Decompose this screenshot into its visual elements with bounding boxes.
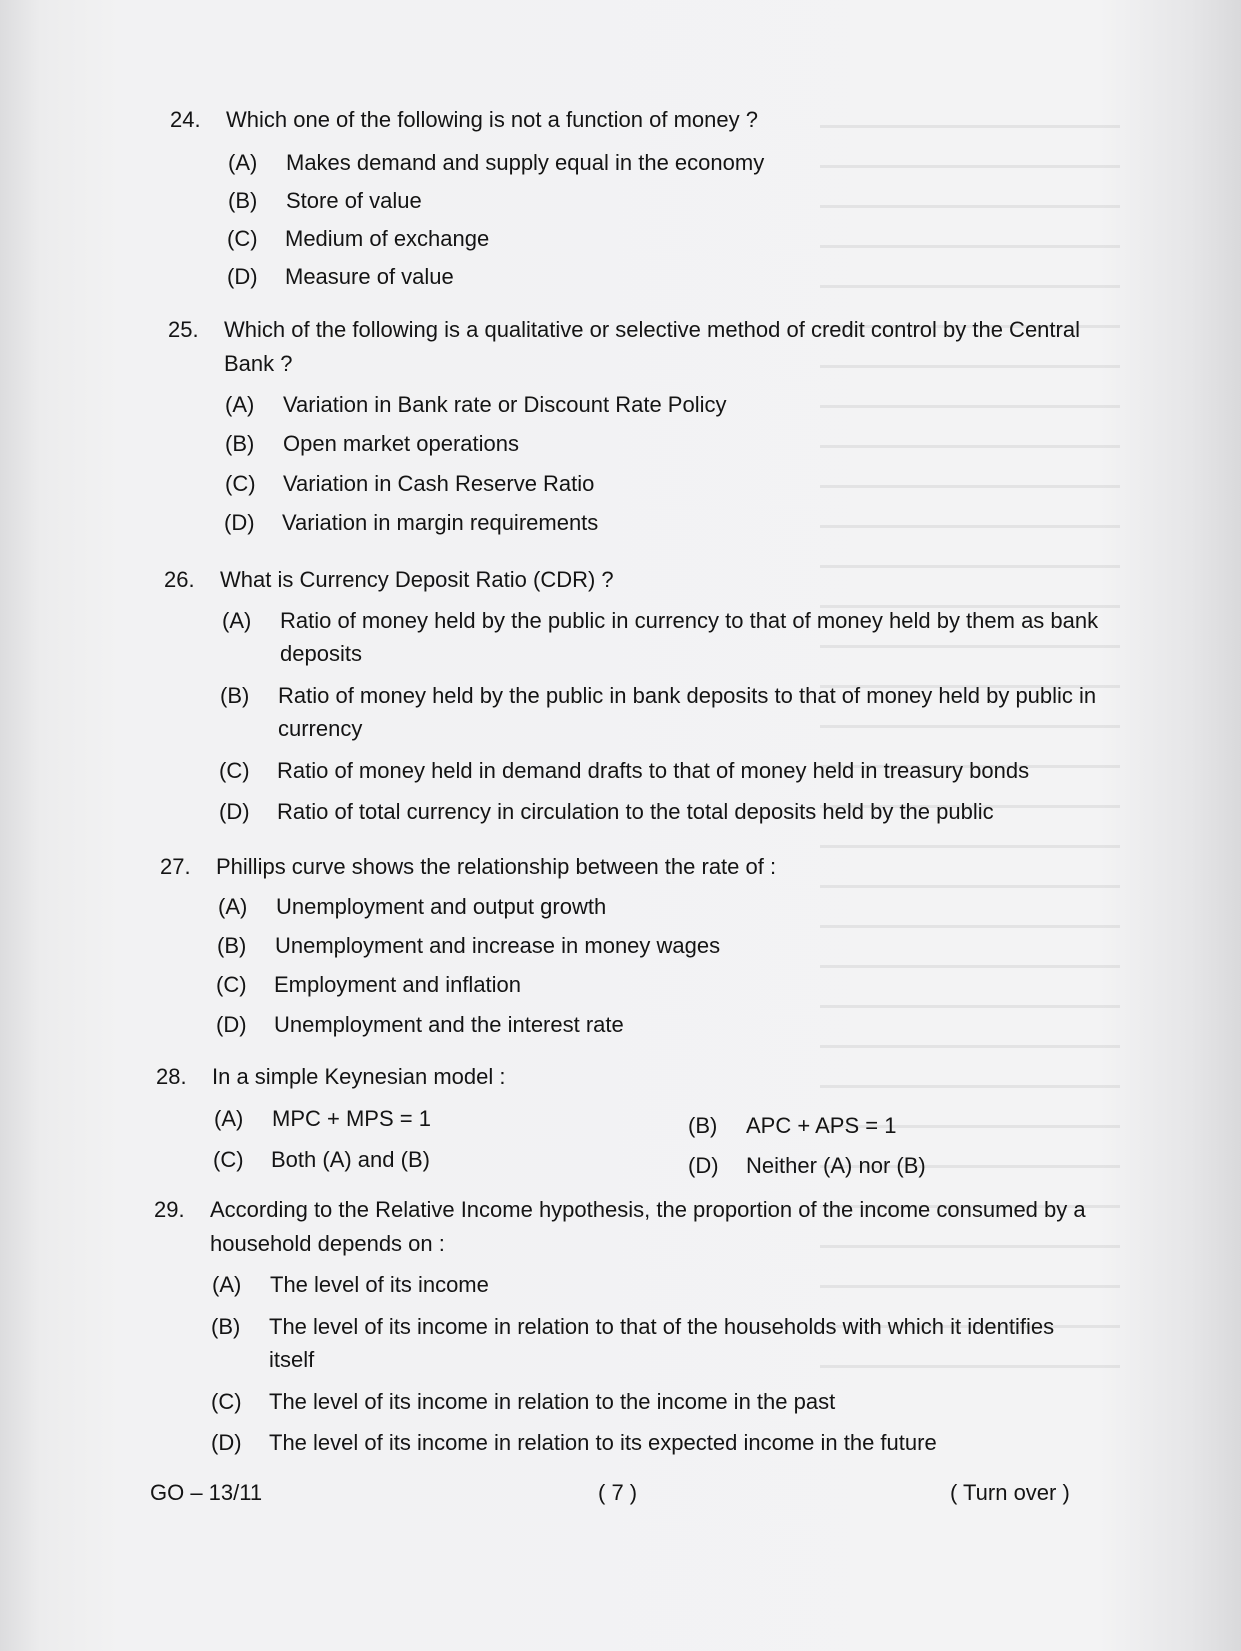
option-text: Variation in Bank rate or Discount Rate Policy: [283, 392, 727, 417]
question-number: 26.: [164, 567, 195, 592]
option-letter: (D): [688, 1153, 719, 1178]
option-letter: (B): [228, 188, 258, 213]
option-text: The level of its income in relation to that of the households with which it identifies itself: [269, 1314, 1055, 1372]
option-text: Variation in margin requirements: [282, 510, 599, 535]
question-number: 29.: [154, 1197, 185, 1222]
option-text: Unemployment and increase in money wages: [275, 933, 721, 958]
option-text: The level of its income in relation to its expected income in the future: [269, 1430, 937, 1455]
option-text: MPC + MPS = 1: [272, 1106, 431, 1131]
option-letter: (A): [218, 894, 248, 919]
option-text: Neither (A) nor (B): [746, 1153, 926, 1178]
question-text: According to the Relative Income hypothesis, the proportion of the income consumed by a household depends on :: [210, 1197, 1086, 1256]
option-text: Both (A) and (B): [271, 1147, 430, 1172]
option-text: APC + APS = 1: [746, 1113, 897, 1138]
question-number: 24.: [170, 107, 201, 132]
option-letter: (B): [220, 683, 250, 708]
option-letter: (A): [214, 1106, 244, 1131]
option-text: Ratio of money held by the public in bank deposits to that of money held by public in currency: [278, 683, 1097, 741]
option-letter: (A): [222, 608, 252, 633]
option-letter: (D): [227, 264, 258, 289]
option-letter: (C): [216, 972, 247, 997]
option-letter: (D): [219, 799, 250, 824]
option-text: Store of value: [286, 188, 422, 213]
option-text: The level of its income: [270, 1272, 489, 1297]
option-letter: (B): [225, 431, 255, 456]
question-number: 25.: [168, 317, 199, 342]
question-text: Which one of the following is not a function of money ?: [226, 107, 758, 132]
page-number: ( 7 ): [598, 1480, 638, 1505]
question-text: What is Currency Deposit Ratio (CDR) ?: [220, 567, 614, 592]
question-text: In a simple Keynesian model :: [212, 1064, 506, 1089]
option-text: Ratio of money held in demand drafts to that of money held in treasury bonds: [277, 758, 1030, 783]
option-letter: (C): [211, 1389, 242, 1414]
option-text: Open market operations: [283, 431, 520, 456]
option-text: Makes demand and supply equal in the economy: [286, 150, 765, 175]
option-text: The level of its income in relation to the income in the past: [269, 1389, 836, 1414]
question-number: 27.: [160, 854, 191, 879]
option-text: Measure of value: [285, 264, 454, 289]
option-letter: (B): [688, 1113, 718, 1138]
option-letter: (D): [224, 510, 255, 535]
option-text: Medium of exchange: [285, 226, 490, 251]
option-letter: (A): [228, 150, 258, 175]
option-text: Unemployment and the interest rate: [274, 1012, 624, 1037]
option-letter: (C): [227, 226, 258, 251]
option-text: Unemployment and output growth: [276, 894, 607, 919]
question-text: Which of the following is a qualitative or selective method of credit control by the Central Bank ?: [224, 317, 1080, 376]
option-letter: (C): [225, 471, 256, 496]
option-text: Variation in Cash Reserve Ratio: [283, 471, 595, 496]
option-letter: (A): [225, 392, 255, 417]
question-text: Phillips curve shows the relationship between the rate of :: [216, 854, 777, 879]
option-letter: (B): [217, 933, 247, 958]
option-letter: (C): [213, 1147, 244, 1172]
paper-code: GO – 13/11: [150, 1480, 263, 1505]
option-letter: (A): [212, 1272, 242, 1297]
option-letter: (D): [211, 1430, 242, 1455]
option-letter: (C): [219, 758, 250, 783]
option-text: Ratio of money held by the public in currency to that of money held by them as bank deposits: [280, 608, 1099, 666]
turn-over-note: ( Turn over ): [950, 1480, 1070, 1505]
option-letter: (B): [211, 1314, 241, 1339]
question-number: 28.: [156, 1064, 187, 1089]
option-text: Ratio of total currency in circulation to the total deposits held by the public: [277, 799, 994, 824]
option-text: Employment and inflation: [274, 972, 522, 997]
option-letter: (D): [216, 1012, 247, 1037]
